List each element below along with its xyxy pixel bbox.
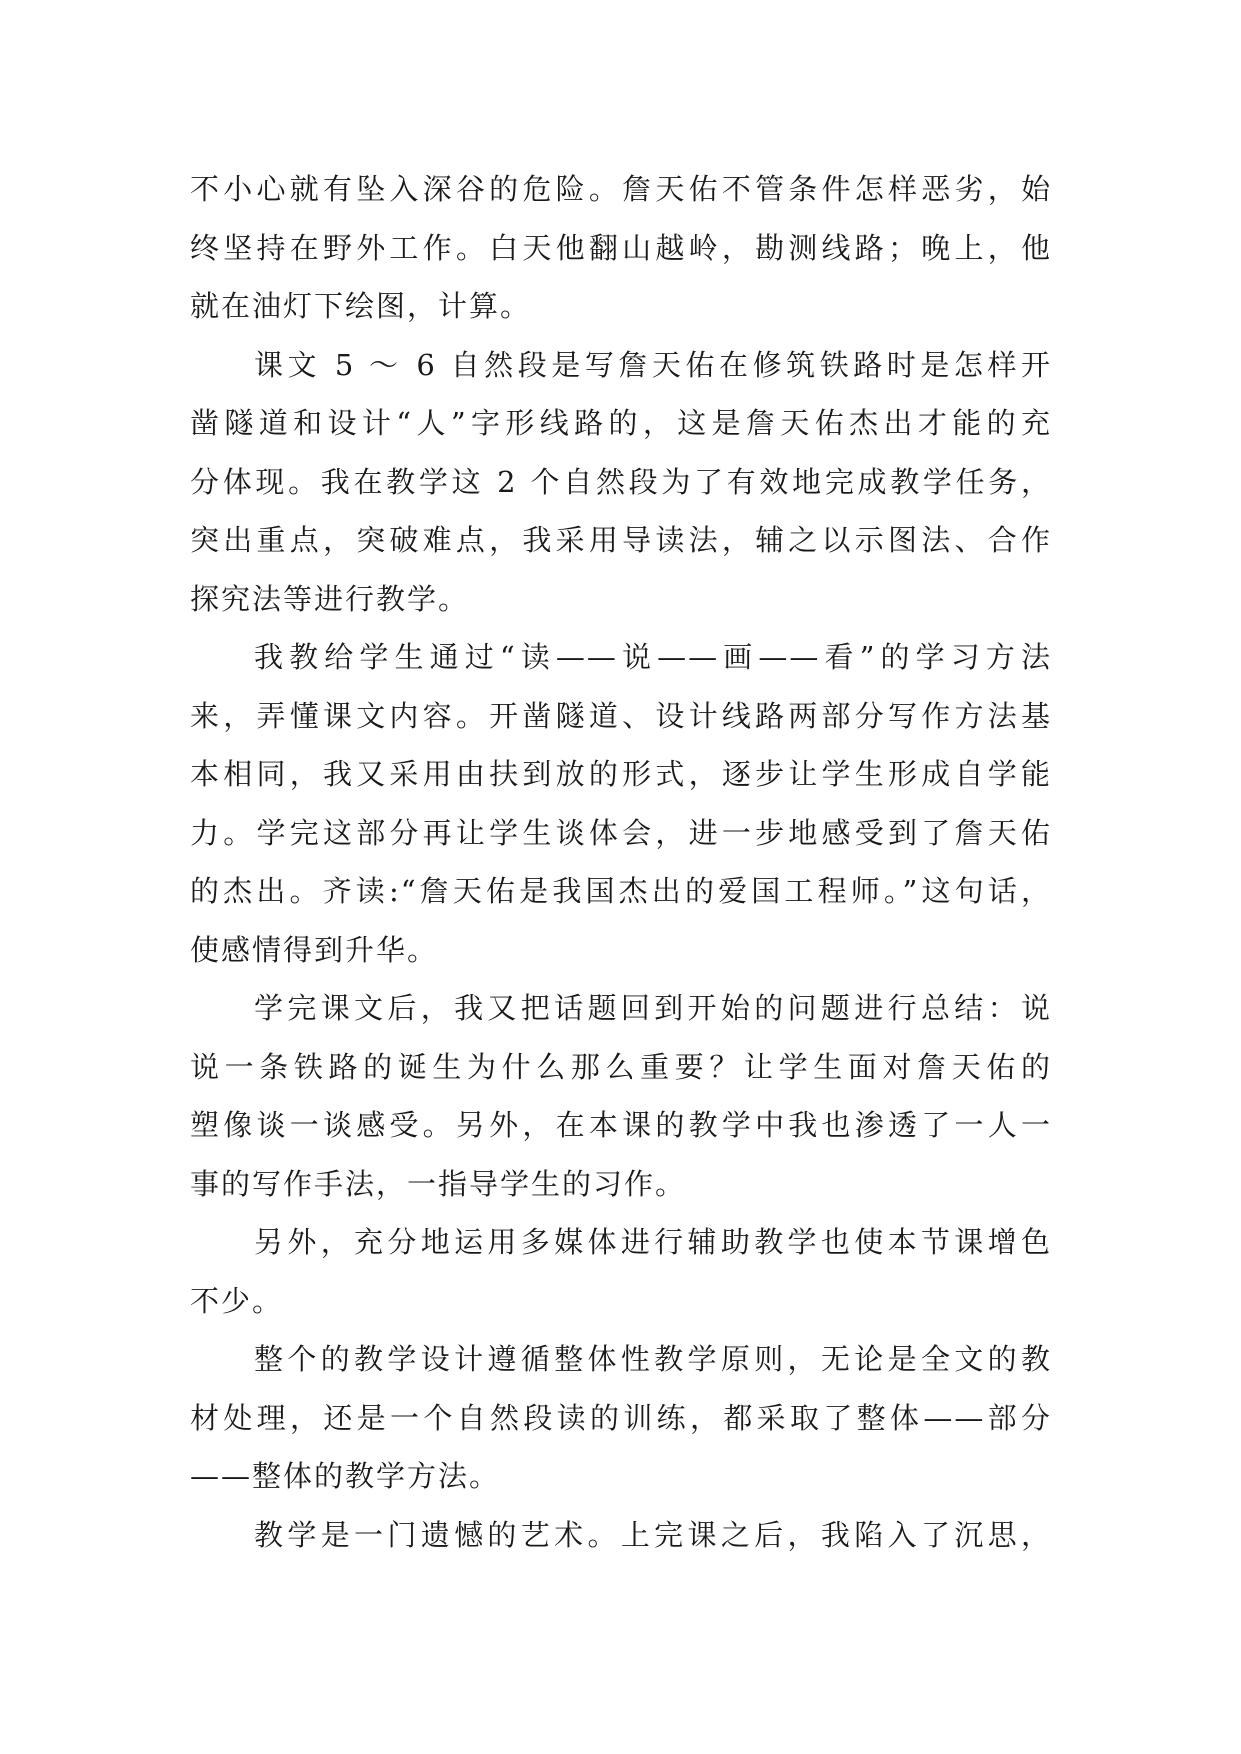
text-line: 整个的教学设计遵循整体性教学原则，无论是全文的教: [254, 1342, 1052, 1376]
text-line: 突出重点，突破难点，我采用导读法，辅之以示图法、合作: [190, 523, 1052, 557]
text-line: 终坚持在野外工作。白天他翻山越岭，勘测线路；晚上，他: [190, 230, 1052, 265]
text-line: 说一条铁路的诞生为什么那么重要？让学生面对詹天佑的: [190, 1049, 1052, 1084]
text-line: 使感情得到升华。: [190, 932, 439, 967]
text-line: 来，弄懂课文内容。开凿隧道、设计线路两部分写作方法基: [190, 698, 1052, 733]
text-line: 探究法等进行教学。: [190, 581, 470, 616]
text-line: 凿隧道和设计“人”字形线路的，这是詹天佑杰出才能的充: [190, 406, 1052, 440]
text-line: 就在油灯下绘图，计算。: [190, 289, 532, 323]
text-line: 学完课文后，我又把话题回到开始的问题进行总结：说: [254, 991, 1052, 1025]
text-line: 的杰出。齐读:“詹天佑是我国杰出的爱国工程师。”这句话，: [190, 874, 1052, 908]
text-line: ——整体的教学方法。: [190, 1459, 501, 1493]
text-line: 我教给学生通过“读——说——画——看”的学习方法: [254, 640, 1052, 674]
text-line: 课文 5 ～ 6 自然段是写詹天佑在修筑铁路时是怎样开: [254, 347, 1052, 382]
text-line: 本相同，我又采用由扶到放的形式，逐步让学生形成自学能: [190, 757, 1052, 791]
text-line: 材处理，还是一个自然段读的训练，都采取了整体——部分: [190, 1400, 1052, 1435]
text-line: 力。学完这部分再让学生谈体会，进一步地感受到了詹天佑: [190, 815, 1052, 850]
body-text: [190, 160, 1052, 1564]
text-line: 教学是一门遗憾的艺术。上完课之后，我陷入了沉思，: [254, 1517, 1052, 1552]
text-line: 事的写作手法，一指导学生的习作。: [190, 1166, 687, 1201]
text-line: 不少。: [190, 1283, 284, 1318]
text-line: 不小心就有坠入深谷的危险。詹天佑不管条件怎样恶劣，始: [190, 172, 1052, 206]
text-line: 另外，充分地运用多媒体进行辅助教学也使本节课增色: [254, 1225, 1052, 1259]
text-line: 分体现。我在教学这 2 个自然段为了有效地完成教学任务，: [190, 464, 1052, 499]
text-line: 塑像谈一谈感受。另外，在本课的教学中我也渗透了一人一: [190, 1108, 1052, 1142]
